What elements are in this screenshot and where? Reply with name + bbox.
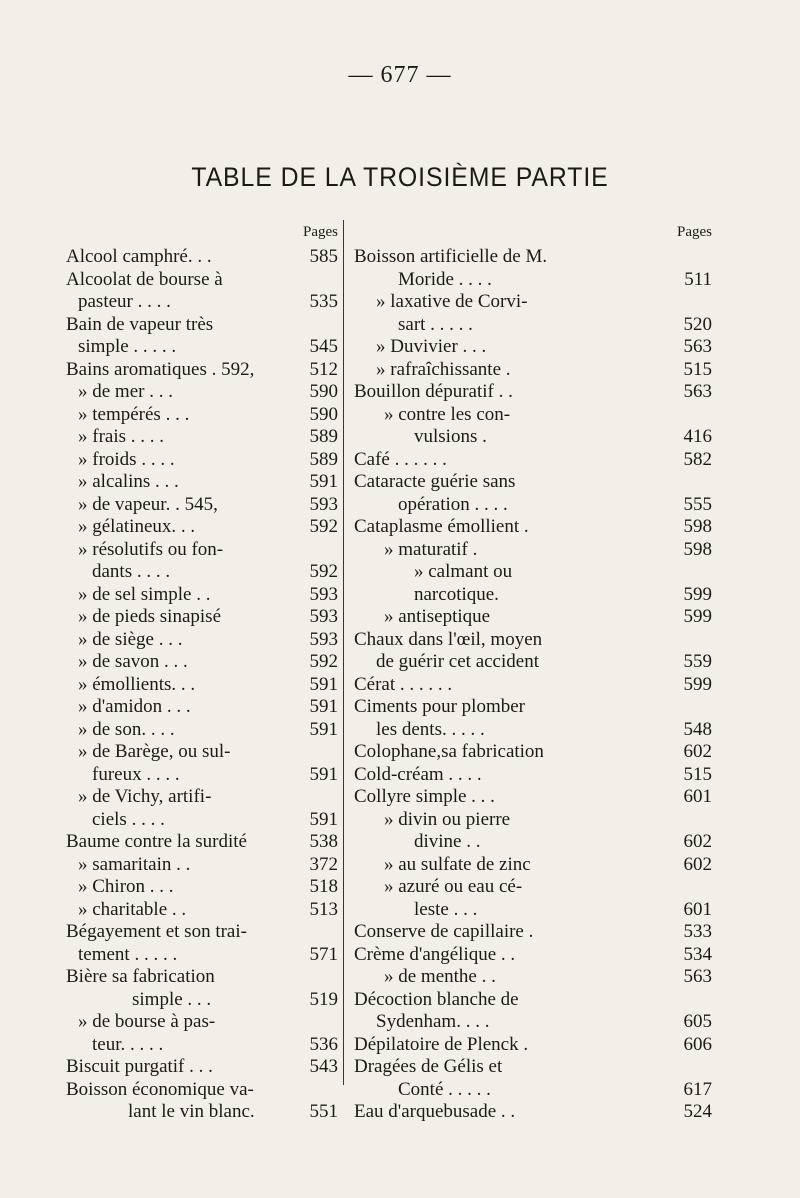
entry-text: Bière sa fabrication xyxy=(66,966,215,987)
entry-text: Conté . . . . . xyxy=(398,1078,491,1100)
entry-page-number: 591 xyxy=(309,763,338,785)
entry-page-number: 590 xyxy=(309,381,338,402)
entry-text: Bains aromatiques . 592, xyxy=(66,358,255,380)
entry-text: » rafraîchissante . xyxy=(376,358,511,380)
entry-text: divine . . xyxy=(414,831,481,852)
index-entry xyxy=(66,741,338,764)
entry-text: Dépilatoire de Plenck . xyxy=(354,1033,529,1055)
entry-page-number: 533 xyxy=(683,921,712,942)
index-entry xyxy=(66,719,338,742)
index-entry xyxy=(66,359,338,382)
entry-text: fureux . . . . xyxy=(92,763,180,785)
entry-text: » calmant ou xyxy=(414,561,513,582)
index-entry xyxy=(354,966,712,989)
index-entry xyxy=(66,651,338,674)
index-entry xyxy=(66,899,338,922)
index-entry xyxy=(354,584,712,607)
index-entry xyxy=(66,584,338,607)
entry-text: Collyre simple . . . xyxy=(354,786,495,807)
index-entry xyxy=(354,741,712,764)
entry-page-number: 416 xyxy=(683,426,712,447)
entry-page-number: 591 xyxy=(309,808,338,830)
index-entry xyxy=(354,696,712,719)
entry-text: leste . . . xyxy=(414,898,478,920)
index-entry xyxy=(354,764,712,787)
entry-page-number: 589 xyxy=(309,448,338,470)
entry-page-number: 590 xyxy=(309,403,338,425)
entry-text: Baume contre la surdité xyxy=(66,831,247,852)
index-entry xyxy=(66,516,338,539)
index-entry xyxy=(354,876,712,899)
entry-page-number: 535 xyxy=(309,291,338,312)
index-entry xyxy=(66,854,338,877)
entry-text: » de siège . . . xyxy=(78,628,183,650)
index-entry xyxy=(66,561,338,584)
entry-text: » froids . . . . xyxy=(78,448,175,470)
index-entry xyxy=(354,989,712,1012)
index-entry xyxy=(66,921,338,944)
entry-text: Crème d'angélique . . xyxy=(354,943,516,965)
entry-page-number: 602 xyxy=(683,831,712,852)
index-entry xyxy=(354,1056,712,1079)
entry-text: Boisson économique va- xyxy=(66,1078,254,1100)
index-entry xyxy=(66,1101,338,1124)
index-entry xyxy=(66,966,338,989)
index-entry xyxy=(354,494,712,517)
entry-text: tement . . . . . xyxy=(78,943,178,965)
index-entry xyxy=(354,426,712,449)
entry-text: narcotique. xyxy=(414,583,499,605)
entry-page-number: 593 xyxy=(309,606,338,627)
entry-page-number: 548 xyxy=(683,718,712,740)
index-entry xyxy=(66,764,338,787)
entry-page-number: 593 xyxy=(309,583,338,605)
entry-page-number: 582 xyxy=(683,448,712,470)
entry-page-number: 538 xyxy=(309,831,338,852)
index-entry xyxy=(66,629,338,652)
index-entry xyxy=(66,1056,338,1079)
entry-text: » tempérés . . . xyxy=(78,403,190,425)
entry-text: » charitable . . xyxy=(78,898,187,920)
index-entry xyxy=(66,674,338,697)
right-column xyxy=(354,222,712,1124)
entry-page-number: 589 xyxy=(309,426,338,447)
entry-text: Décoction blanche de xyxy=(354,988,519,1010)
entry-page-number: 559 xyxy=(683,651,712,672)
entry-page-number: 591 xyxy=(309,673,338,695)
index-entry xyxy=(354,831,712,854)
entry-text: pasteur . . . . xyxy=(78,291,171,312)
entry-page-number: 591 xyxy=(309,718,338,740)
index-entry xyxy=(354,606,712,629)
index-entry xyxy=(66,831,338,854)
entry-text: » de Vichy, artifi- xyxy=(78,786,212,807)
index-entry xyxy=(354,854,712,877)
right-entries-list xyxy=(354,246,712,1124)
index-entry xyxy=(66,944,338,967)
index-entry xyxy=(66,809,338,832)
entry-page-number: 606 xyxy=(683,1033,712,1055)
entry-page-number: 512 xyxy=(309,358,338,380)
left-column xyxy=(66,222,338,1124)
index-entry xyxy=(354,561,712,584)
entry-page-number: 601 xyxy=(683,898,712,920)
index-entry xyxy=(66,471,338,494)
index-entry xyxy=(354,381,712,404)
index-entry xyxy=(66,426,338,449)
index-entry xyxy=(354,921,712,944)
index-entry xyxy=(354,291,712,314)
entry-text: » de sel simple . . xyxy=(78,583,211,605)
entry-text: Bain de vapeur très xyxy=(66,313,214,335)
entry-text: dants . . . . xyxy=(92,561,171,582)
entry-text: » émollients. . . xyxy=(78,673,196,695)
entry-text: Colophane,sa fabrication xyxy=(354,741,544,762)
index-entry xyxy=(354,1101,712,1124)
entry-text: Cataracte guérie sans xyxy=(354,471,516,492)
index-entry xyxy=(354,269,712,292)
entry-text: » de bourse à pas- xyxy=(78,1011,216,1032)
entry-text: Moride . . . . xyxy=(398,268,492,290)
entry-text: les dents. . . . . xyxy=(376,718,485,740)
index-entry xyxy=(354,471,712,494)
entry-page-number: 511 xyxy=(684,268,712,290)
entry-text: » de Barège, ou sul- xyxy=(78,741,231,762)
entry-text: Alcool camphré. . . xyxy=(66,246,212,267)
index-entry xyxy=(354,404,712,427)
entry-page-number: 592 xyxy=(309,561,338,582)
index-entry xyxy=(66,449,338,472)
entry-text: » de pieds sinapisé xyxy=(78,606,222,627)
entry-text: Boisson artificielle de M. xyxy=(354,246,548,267)
index-entry xyxy=(66,314,338,337)
entry-text: opération . . . . xyxy=(398,493,508,515)
entry-text: Alcoolat de bourse à xyxy=(66,268,223,290)
index-entry xyxy=(66,989,338,1012)
entry-page-number: 513 xyxy=(309,898,338,920)
entry-page-number: 585 xyxy=(309,246,338,267)
entry-page-number: 599 xyxy=(683,606,712,627)
index-entry xyxy=(66,606,338,629)
entry-text: Café . . . . . . xyxy=(354,448,447,470)
entry-text: » Chiron . . . xyxy=(78,876,174,897)
index-entry xyxy=(354,449,712,472)
entry-text: » laxative de Corvi- xyxy=(376,291,528,312)
index-entry xyxy=(354,314,712,337)
entry-text: vulsions . xyxy=(414,426,487,447)
entry-text: Cold-créam . . . . xyxy=(354,763,482,785)
entry-page-number: 515 xyxy=(683,358,712,380)
index-entry xyxy=(354,1011,712,1034)
entry-text: Conserve de capillaire . xyxy=(354,921,534,942)
index-entry xyxy=(66,404,338,427)
index-entry xyxy=(354,1034,712,1057)
entry-page-number: 599 xyxy=(683,583,712,605)
index-entry xyxy=(66,269,338,292)
entry-text: » de vapeur. . 545, xyxy=(78,493,218,515)
entry-page-number: 520 xyxy=(683,313,712,335)
entry-text: » antiseptique xyxy=(384,606,491,627)
entry-page-number: 592 xyxy=(309,651,338,672)
entry-page-number: 519 xyxy=(309,988,338,1010)
entry-page-number: 545 xyxy=(309,336,338,357)
entry-page-number: 524 xyxy=(683,1101,712,1122)
entry-text: teur. . . . . xyxy=(92,1033,164,1055)
entry-text: » frais . . . . xyxy=(78,426,165,447)
page-number: — 677 — xyxy=(348,62,452,88)
entry-text: » gélatineux. . . xyxy=(78,516,196,537)
pages-header-right: Pages xyxy=(677,224,712,240)
index-entry xyxy=(66,1034,338,1057)
entry-page-number: 515 xyxy=(683,763,712,785)
entry-page-number: 563 xyxy=(683,966,712,987)
entry-page-number: 601 xyxy=(683,786,712,807)
index-entry xyxy=(66,1011,338,1034)
entry-text: » contre les con- xyxy=(384,403,511,425)
index-entry xyxy=(66,696,338,719)
entry-page-number: 518 xyxy=(309,876,338,897)
entry-text: sart . . . . . xyxy=(398,313,473,335)
entry-text: ciels . . . . xyxy=(92,808,165,830)
entry-text: » azuré ou eau cé- xyxy=(384,876,523,897)
entry-text: Biscuit purgatif . . . xyxy=(66,1056,213,1077)
entry-page-number: 563 xyxy=(683,336,712,357)
entry-text: » de mer . . . xyxy=(78,381,173,402)
entry-page-number: 372 xyxy=(309,853,338,875)
entry-text: » de savon . . . xyxy=(78,651,188,672)
entry-text: Eau d'arquebusade . . xyxy=(354,1101,516,1122)
column-divider xyxy=(343,220,344,1085)
index-entry xyxy=(354,809,712,832)
entry-text: simple . . . . . xyxy=(78,336,177,357)
entry-page-number: 605 xyxy=(683,1011,712,1032)
index-entry xyxy=(66,539,338,562)
entry-text: Bégayement et son trai- xyxy=(66,921,247,942)
index-entry xyxy=(354,1079,712,1102)
entry-page-number: 593 xyxy=(309,493,338,515)
entry-page-number: 534 xyxy=(683,943,712,965)
entry-text: Bouillon dépuratif . . xyxy=(354,381,513,402)
index-entry xyxy=(354,629,712,652)
entry-text: » d'amidon . . . xyxy=(78,696,191,717)
pages-header-left: Pages xyxy=(303,224,338,240)
entry-text: Chaux dans l'œil, moyen xyxy=(354,628,543,650)
entry-page-number: 551 xyxy=(309,1101,338,1122)
entry-text: » de son. . . . xyxy=(78,718,175,740)
entry-page-number: 591 xyxy=(309,696,338,717)
entry-page-number: 602 xyxy=(683,741,712,762)
entry-text: » Duvivier . . . xyxy=(376,336,487,357)
index-entry xyxy=(354,786,712,809)
entry-text: » résolutifs ou fon- xyxy=(78,538,224,560)
entry-text: » divin ou pierre xyxy=(384,808,511,830)
index-entry xyxy=(66,1079,338,1102)
entry-page-number: 593 xyxy=(309,628,338,650)
entry-page-number: 602 xyxy=(683,853,712,875)
entry-text: » maturatif . xyxy=(384,538,478,560)
entry-page-number: 543 xyxy=(309,1056,338,1077)
index-entry xyxy=(66,786,338,809)
entry-text: Ciments pour plomber xyxy=(354,696,525,717)
index-entry xyxy=(66,494,338,517)
entry-page-number: 571 xyxy=(309,943,338,965)
page-title: TABLE DE LA TROISIÈME PARTIE xyxy=(191,162,609,192)
entry-text: simple . . . xyxy=(132,988,212,1010)
entry-text: Sydenham. . . . xyxy=(376,1011,490,1032)
entry-page-number: 617 xyxy=(683,1078,712,1100)
left-entries-list xyxy=(66,246,338,1124)
entry-text: Cérat . . . . . . xyxy=(354,673,453,695)
entry-text: » au sulfate de zinc xyxy=(384,853,531,875)
entry-text: Dragées de Gélis et xyxy=(354,1056,503,1077)
index-entry xyxy=(66,246,338,269)
entry-text: » de menthe . . xyxy=(384,966,496,987)
index-entry xyxy=(354,516,712,539)
index-entry xyxy=(354,246,712,269)
index-entry xyxy=(354,359,712,382)
entry-page-number: 592 xyxy=(309,516,338,537)
index-entry xyxy=(354,651,712,674)
index-entry xyxy=(66,336,338,359)
index-entry xyxy=(66,291,338,314)
entry-page-number: 536 xyxy=(309,1033,338,1055)
index-entry xyxy=(354,899,712,922)
entry-page-number: 599 xyxy=(683,673,712,695)
entry-text: » alcalins . . . xyxy=(78,471,179,492)
index-entry xyxy=(354,719,712,742)
entry-page-number: 598 xyxy=(683,538,712,560)
entry-page-number: 591 xyxy=(309,471,338,492)
entry-text: Cataplasme émollient . xyxy=(354,516,529,537)
entry-text: de guérir cet accident xyxy=(376,651,539,672)
index-entry xyxy=(354,539,712,562)
index-entry xyxy=(354,674,712,697)
index-entry xyxy=(354,336,712,359)
entry-page-number: 563 xyxy=(683,381,712,402)
entry-page-number: 555 xyxy=(683,493,712,515)
index-entry xyxy=(66,381,338,404)
index-entry xyxy=(66,876,338,899)
entry-text: » samaritain . . xyxy=(78,853,191,875)
index-entry xyxy=(354,944,712,967)
entry-text: lant le vin blanc. xyxy=(128,1101,255,1122)
entry-page-number: 598 xyxy=(683,516,712,537)
